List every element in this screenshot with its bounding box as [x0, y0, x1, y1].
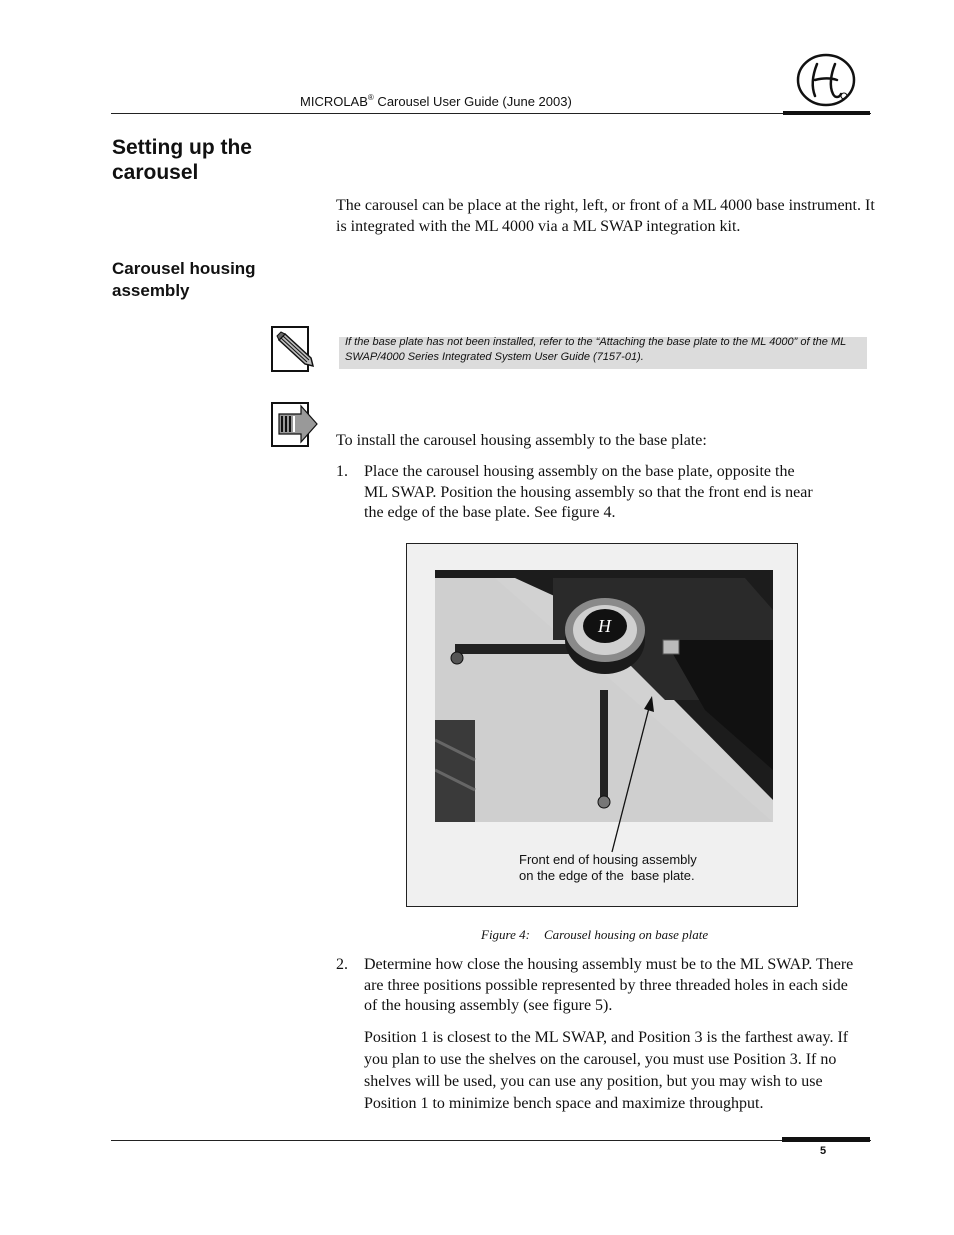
callout-line-2: on the edge of the base plate.	[519, 868, 695, 883]
section-title: Setting up the carousel	[112, 136, 252, 184]
registered-mark: ®	[367, 93, 374, 102]
callout-line-1: Front end of housing assembly	[519, 852, 697, 867]
header-rule-accent	[783, 111, 870, 115]
step-number: 2.	[336, 956, 348, 973]
svg-text:H: H	[598, 616, 611, 636]
header-title: Carousel User Guide (June 2003)	[373, 94, 572, 109]
figure-callout	[519, 852, 779, 884]
footer-rule-accent	[782, 1137, 870, 1142]
procedure-intro: To install the carousel housing assembly to the base plate:	[336, 432, 707, 449]
pencil-note-icon	[271, 326, 317, 372]
section-intro: The carousel can be place at the right, left, or front of a ML 4000 base instrument. It is integrated with the ML 4000 via a ML SWAP integration kit.	[336, 197, 875, 235]
header-rule	[111, 113, 871, 114]
figure-caption	[481, 927, 708, 943]
hamilton-logo-icon	[795, 52, 857, 108]
page-number: 5	[820, 1145, 827, 1157]
step-detail: Position 1 is closest to the ML SWAP, and Position 3 is the farthest away. If you plan to use the shelves on the carousel, you must use Position 3. If no shelves will be used, you can use any position, but you may wish to use Position 1 to minimize bench space and maximize throughput.	[364, 1029, 849, 1112]
subsection-title: Carousel housing assembly	[112, 259, 256, 300]
callout-arrow-icon	[600, 690, 660, 855]
header-brand: MICROLAB	[300, 94, 368, 109]
caption-label: Figure 4:	[481, 927, 530, 942]
running-header	[300, 93, 572, 109]
procedure-arrow-icon	[271, 402, 319, 447]
step-text: Determine how close the housing assembly must be to the ML SWAP. There are three positions possible represented by three threaded holes in each side of the housing assembly (see figure 5).	[364, 956, 854, 1014]
note-text: If the base plate has not been installed, refer to the “Attaching the base plate to the ML 4000” of the ML SWAP/4000 Series Integrated System User Guide (7157-01).	[345, 336, 847, 363]
footer-rule	[111, 1140, 871, 1141]
step-number: 1.	[336, 463, 348, 480]
caption-text: Carousel housing on base plate	[543, 927, 709, 942]
step-text: Place the carousel housing assembly on the base plate, opposite the ML SWAP. Position the housing assembly so that the front end is near the edge of the base plate. See figure 4.	[364, 463, 813, 521]
